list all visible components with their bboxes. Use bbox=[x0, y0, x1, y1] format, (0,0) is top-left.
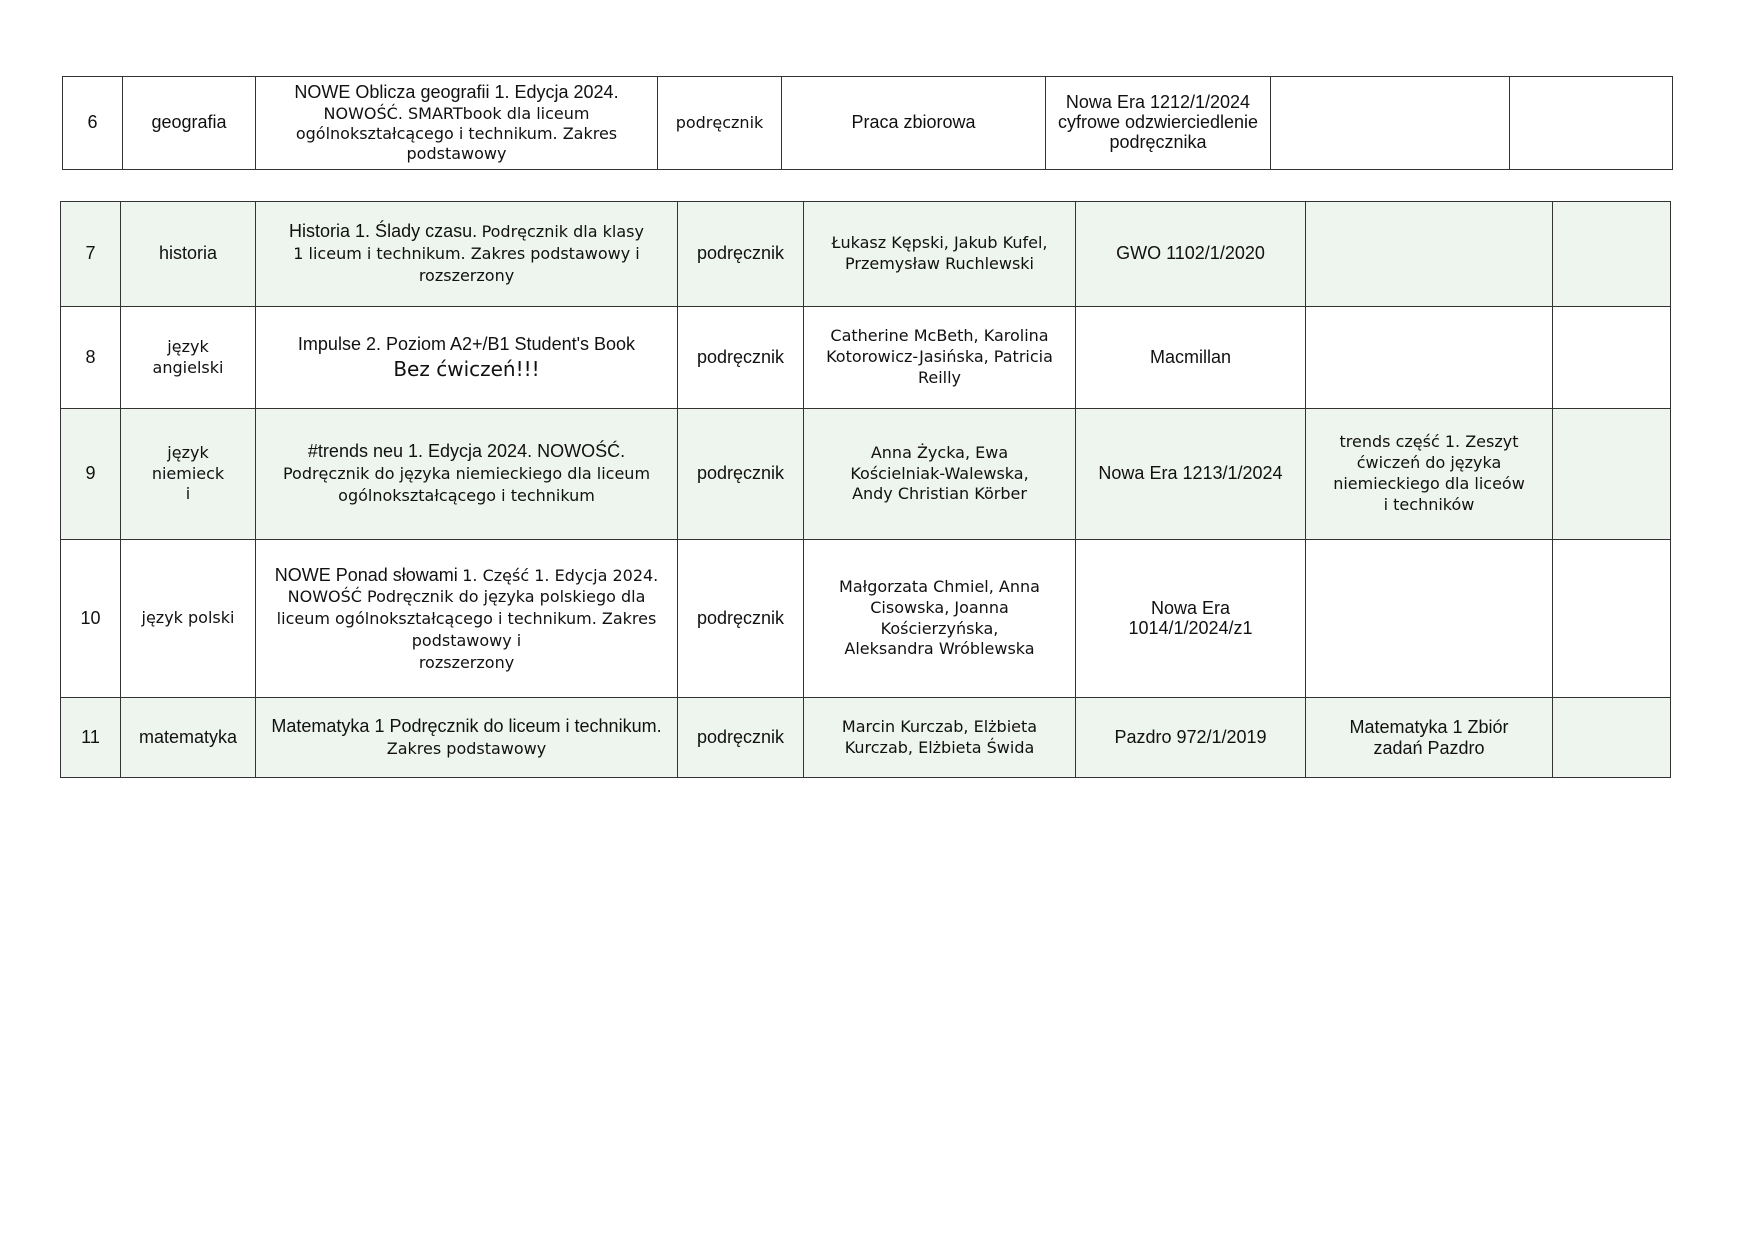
title-cell bbox=[256, 540, 678, 698]
authors-cell: Marcin Kurczab, Elżbieta Kurczab, Elżbieta Świda bbox=[804, 698, 1076, 778]
title-cell bbox=[256, 202, 678, 307]
publisher-cell: Nowa Era 1212/1/2024 cyfrowe odzwierciedlenie podręcznika bbox=[1046, 77, 1271, 170]
type-cell: podręcznik bbox=[678, 540, 804, 698]
publisher-cell: Macmillan bbox=[1076, 307, 1306, 409]
row-number: 8 bbox=[61, 307, 121, 409]
row-number: 6 bbox=[63, 77, 123, 170]
table-row bbox=[61, 698, 1671, 778]
authors-cell: Małgorzata Chmiel, Anna Cisowska, Joanna Kościerzyńska, Aleksandra Wróblewska bbox=[804, 540, 1076, 698]
authors-cell: Łukasz Kępski, Jakub Kufel, Przemysław Ruchlewski bbox=[804, 202, 1076, 307]
title-cell bbox=[256, 409, 678, 540]
authors-cell: Praca zbiorowa bbox=[782, 77, 1046, 170]
title-detail: 1. Część 1. Edycja 2024. NOWOŚĆ Podręcznik do języka polskiego dla liceum ogólnokształcącego i technikum. Zakres podstawowy i bbox=[276, 565, 659, 650]
type-cell: podręcznik bbox=[678, 409, 804, 540]
extra-cell bbox=[1553, 307, 1671, 409]
subject-cell: język angielski bbox=[121, 307, 256, 409]
publisher-cell: Nowa Era 1213/1/2024 bbox=[1076, 409, 1306, 540]
publisher-cell: GWO 1102/1/2020 bbox=[1076, 202, 1306, 307]
authors-cell: Anna Życka, Ewa Kościelniak-Walewska, Andy Christian Körber bbox=[804, 409, 1076, 540]
title-detail: Zakres podstawowy bbox=[386, 739, 547, 758]
title-cell bbox=[256, 77, 658, 170]
subject-cell: geografia bbox=[123, 77, 256, 170]
table-row bbox=[61, 202, 1671, 307]
extra-cell bbox=[1510, 77, 1673, 170]
workbook-cell bbox=[1306, 307, 1553, 409]
type-cell: podręcznik bbox=[678, 698, 804, 778]
type-cell: podręcznik bbox=[678, 202, 804, 307]
extra-cell bbox=[1553, 698, 1671, 778]
title-main: Matematyka 1 Podręcznik do liceum i technikum. bbox=[271, 716, 662, 737]
workbook-cell: Matematyka 1 Zbiór zadań Pazdro bbox=[1306, 698, 1553, 778]
extra-cell bbox=[1553, 202, 1671, 307]
table-row bbox=[61, 409, 1671, 540]
subject-cell: język niemiecki bbox=[121, 409, 256, 540]
title-main: #trends neu 1. Edycja 2024. NOWOŚĆ. bbox=[307, 441, 626, 462]
title-main: NOWE Ponad słowami bbox=[274, 564, 458, 585]
title-extra: rozszerzony bbox=[418, 652, 515, 672]
top-table bbox=[62, 76, 1673, 170]
title-detail: Podręcznik dla klasy 1 liceum i technikum. Zakres podstawowy i rozszerzony bbox=[293, 222, 644, 285]
subject-cell: język polski bbox=[121, 540, 256, 698]
title-detail: Podręcznik do języka niemieckiego dla liceum ogólnokształcącego i technikum bbox=[282, 464, 651, 505]
title-cell bbox=[256, 698, 678, 778]
type-cell: podręcznik bbox=[678, 307, 804, 409]
workbook-cell bbox=[1306, 540, 1553, 698]
row-number: 11 bbox=[61, 698, 121, 778]
type-cell: podręcznik bbox=[658, 77, 782, 170]
extra-cell bbox=[1553, 409, 1671, 540]
title-main: Impulse 2. Poziom A2+/B1 Student's Book bbox=[297, 333, 636, 354]
subject-cell: matematyka bbox=[121, 698, 256, 778]
workbook-cell: trends część 1. Zeszyt ćwiczeń do języka niemieckiego dla liceów i techników bbox=[1306, 409, 1553, 540]
subject-cell: historia bbox=[121, 202, 256, 307]
title-detail: NOWOŚĆ. SMARTbook dla liceum ogólnokształcącego i technikum. Zakres podstawowy bbox=[295, 103, 618, 163]
workbook-cell bbox=[1306, 202, 1553, 307]
table-row bbox=[61, 540, 1671, 698]
title-main: Historia 1. Ślady czasu. bbox=[289, 221, 478, 242]
table-row bbox=[61, 307, 1671, 409]
table-row bbox=[63, 77, 1673, 170]
row-number: 7 bbox=[61, 202, 121, 307]
publisher-cell: Pazdro 972/1/2019 bbox=[1076, 698, 1306, 778]
extra-cell bbox=[1553, 540, 1671, 698]
textbook-table bbox=[60, 201, 1671, 778]
title-main: NOWE Oblicza geografii 1. Edycja 2024. bbox=[294, 81, 619, 102]
title-detail: Bez ćwiczeń!!! bbox=[393, 357, 540, 382]
title-cell bbox=[256, 307, 678, 409]
publisher-cell: Nowa Era 1014/1/2024/z1 bbox=[1076, 540, 1306, 698]
row-number: 10 bbox=[61, 540, 121, 698]
workbook-cell bbox=[1271, 77, 1510, 170]
row-number: 9 bbox=[61, 409, 121, 540]
authors-cell: Catherine McBeth, Karolina Kotorowicz-Jasińska, Patricia Reilly bbox=[804, 307, 1076, 409]
